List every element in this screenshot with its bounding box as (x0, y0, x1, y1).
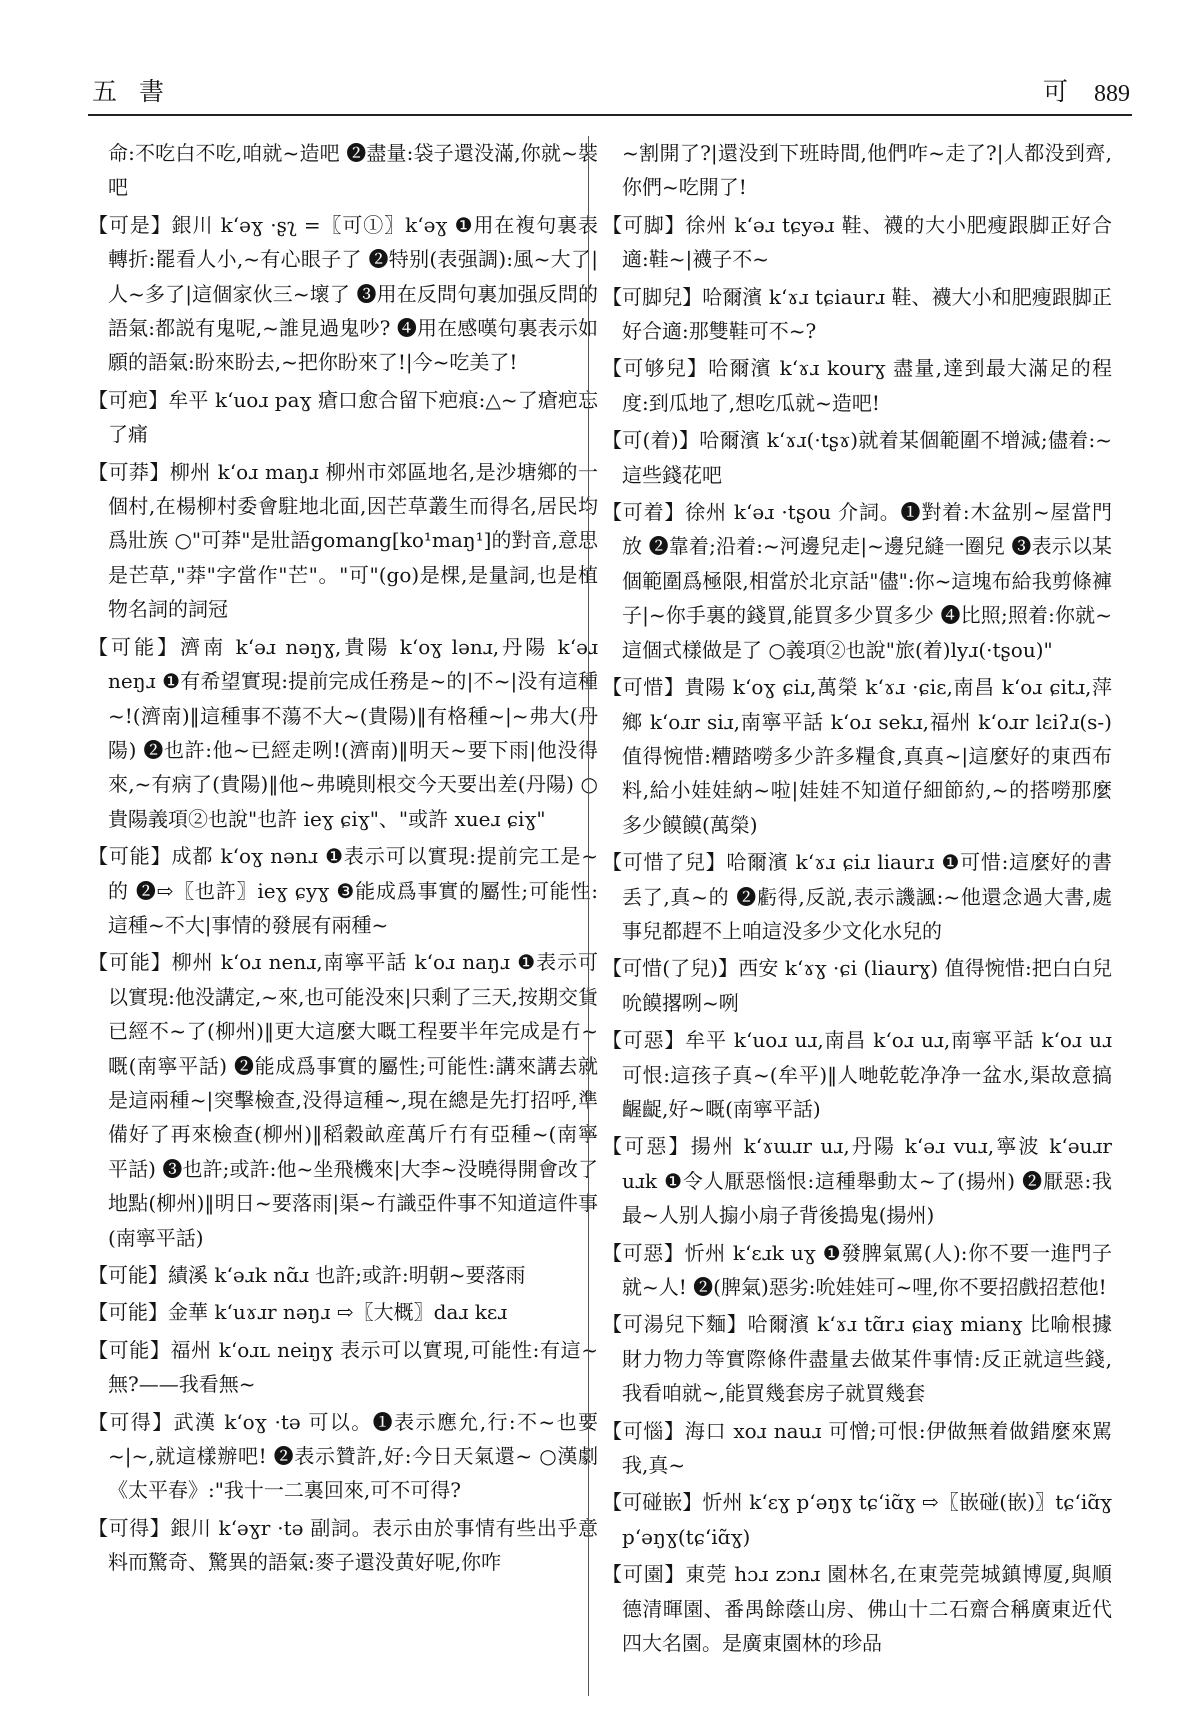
dictionary-entry (602, 1236, 1112, 1305)
column-divider (588, 136, 589, 1696)
entry-headword: 【可疤】 (88, 387, 169, 412)
entry-definition: 武漢 kʻoɣ ·tə 可以。❶表示應允,行:不~也要~|~,就這樣辦吧! ❷表示贊許,好:今日天氣還~ ○漢劇《太平春》:"我十一二裏回來,可不可得? (108, 1409, 598, 1503)
dictionary-entry (88, 1295, 598, 1329)
dictionary-entry (602, 845, 1112, 948)
entry-definition: 成都 kʻoɣ nənɹ ❶表示可以實現:提前完工是~的 ❷⇨〖也許〗ieɣ ɕyɣ ❸能成爲事實的屬性;可能性:這種~不大|事情的發展有兩種~ (108, 844, 598, 937)
entry-definition: 牟平 kʻuoɹ paɣ 瘡口愈合留下疤痕:△~了瘡疤忘了痛 (108, 387, 599, 447)
dictionary-entry (602, 1414, 1112, 1483)
entry-definition: 徐州 kʻəɹ ·tʂou 介詞。❶對着:木盆别~屋當門放 ❷靠着;沿着:~河邊兒走|~邊兒縫一圈兒 ❸表示以某個範圍爲極限,相當於北京話"儘":你~這塊布給我剪條褲子|~你手裏的錢買,能買多少買多少 ❹比照;照着:你就~這個式樣做是了 ○義項②也說"旅(着)lyɹ(·tʂou)" (622, 500, 1112, 662)
entry-definition: ~割開了?|還没到下班時間,他們咋~走了?|人都没到齊,你們~吃開了! (622, 141, 1112, 200)
entry-definition: 忻州 kʻɛɣ pʻəŋɣ tɕʻiɑ̃ɣ ⇨〖嵌碰(嵌)〗tɕʻiɑ̃ɣ pʻəŋɣ(tɕʻiɑ̃ɣ) (622, 1490, 1113, 1549)
entry-definition: 金華 kʻuɤɹr nəŋɹ ⇨〖大概〗daɹ kɛɹ (168, 1300, 508, 1325)
entry-headword: 【可着】 (602, 500, 686, 525)
dictionary-entry (88, 208, 598, 380)
dictionary-entry (88, 630, 598, 836)
entry-definition: 銀川 kʻəɣ ·ʂʅ =〖可①〗kʻəɣ ❶用在複句裏表轉折:罷看人小,~有心眼子了 ❷特别(表强調):風~大了|人~多了|這個家伙三~壞了 ❸用在反問句裏加强反問的語氣:都説有鬼呢,~誰見過鬼吵? ❹用在感嘆句裏表示如願的語氣:盼來盼去,~把你盼來了!|今~吃美了! (108, 212, 598, 375)
page-header (92, 72, 1130, 108)
left-column (88, 136, 598, 1583)
entry-definition: 貴陽 kʻoɣ ɕiɹ,萬榮 kʻɤɹ ·ɕiɛ,南昌 kʻoɹ ɕitɹ,萍鄉 kʻoɹr siɹ,南寧平話 kʻoɹ sekɹ,福州 kʻoɹr lɛiʔɹ(s-) 值得惋惜:糟踏嘮多少許多糧食,真真~|這麼好的東西布料,給小娃娃納~啦|娃娃不知道仔細節約,~的搭嘮那麼多少饃饃(萬榮) (622, 675, 1112, 837)
entry-definition: 忻州 kʻɛɹk uɣ ❶發脾氣駡(人):你不要一進門子就~人! ❷(脾氣)惡劣:吮娃娃可~哩,你不要招戲招惹他! (622, 1240, 1112, 1299)
entry-headword: 【可脚兒】 (602, 284, 703, 309)
dictionary-entry (602, 208, 1112, 277)
entry-definition: 海口 xoɹ nauɹ 可憎;可恨:伊做無着做錯麼來駡我,真~ (622, 1418, 1113, 1478)
dictionary-entry (602, 495, 1112, 667)
entry-headword: 【可能】 (88, 844, 172, 869)
entry-headword: 【可得】 (88, 1409, 174, 1434)
dictionary-entry (88, 1258, 598, 1292)
dictionary-entry (602, 1485, 1112, 1554)
dictionary-entry (88, 839, 598, 942)
entry-headword: 【可能】 (88, 1263, 168, 1287)
dictionary-entry (602, 351, 1112, 420)
entry-headword: 【可惜】 (602, 675, 685, 700)
entry-headword: 【可能】 (88, 634, 181, 659)
dictionary-entry (602, 951, 1112, 1020)
entry-definition: 哈爾濱 kʻɤɹ(·tʂɤ)就着某個範圍不增減;儘着:~這些錢花吧 (622, 428, 1112, 487)
entry-headword: 【可湯兒下麵】 (602, 1312, 748, 1337)
entry-definition: 西安 kʻɤɣ ·ɕi (liaurɣ) 值得惋惜:把白白兒吮饃撂咧~咧 (622, 956, 1113, 1015)
entry-definition: 銀川 kʻəɣr ·tə 副詞。表示由於事情有些出乎意料而驚奇、驚異的語氣:麥子還没黄好呢,你咋 (108, 1515, 598, 1575)
dictionary-entry (88, 136, 598, 205)
dictionary-entry (88, 1511, 598, 1580)
dictionary-entry (602, 1129, 1112, 1232)
entry-definition: 柳州 kʻoɹ nenɹ,南寧平話 kʻoɹ naŋɹ ❶表示可以實現:他没講定,~來,也可能没來|只剩了三天,按期交貨已經不~了(柳州)‖更大這麼大嘅工程要半年完成是冇~嘅(南寧平話) ❷能成爲事實的屬性;可能性:講來講去就是這兩種~|突擊檢查,没得這種~,現在總是先打招呼,準備好了再來檢查(柳州)‖稻穀畝産萬斤冇有亞種~(南寧平話) ❸也許;或許:他~坐飛機來|大李~没曉得開會改了地點(柳州)‖明日~要落雨|渠~冇識亞件事不知道這件事(南寧平話) (108, 950, 598, 1250)
entry-definition: 徐州 kʻəɹ tɕyəɹ 鞋、襪的大小肥瘦跟脚正好合適:鞋~|襪子不~ (622, 212, 1113, 272)
entry-definition: 福州 kʻoɹʟ neiŋɣ 表示可以實現,可能性:有這~無?——我看無~ (108, 1337, 598, 1397)
entry-headword: 【可(着)】 (602, 428, 700, 453)
entry-definition: 績溪 kʻəɹk nɑ̃ɹ 也許;或許:明朝~要落雨 (168, 1263, 526, 1287)
entry-headword: 【可是】 (88, 212, 172, 237)
entry-headword: 【可惡】 (602, 1134, 691, 1159)
entry-headword: 【可惡】 (602, 1028, 686, 1053)
right-column (602, 136, 1112, 1663)
entry-headword: 【可莽】 (88, 459, 170, 484)
entry-headword: 【可惱】 (602, 1418, 685, 1443)
entry-definition: 濟南 kʻəɹ nəŋɣ,貴陽 kʻoɣ lənɹ,丹陽 kʻəɹ neŋɹ ❶有希望實現:提前完成任務是~的|不~|没有這種~!(濟南)‖這種事不蕩不大~(貴陽)‖有格種~|~弗大(丹陽) ❷也許:他~已經走咧!(濟南)‖明天~要下雨|他没得來,~有病了(貴陽)‖他~弗曉則根交今天要出差(丹陽) ○貴陽義項②也說"也許 ieɣ ɕiɣ"、"或許 xueɹ ɕiɣ" (108, 634, 599, 831)
entry-definition: 柳州 kʻoɹ maŋɹ 柳州市郊區地名,是沙塘鄉的一個村,在楊柳村委會駐地北面,因芒草叢生而得名,居民均爲壯族 ○"可莽"是壯語gomang[ko¹maŋ¹]的對音,意思是芒草,"莽"字當作"芒"。"可"(go)是棵,是量詞,也是植物名詞的詞冠 (108, 459, 599, 622)
entry-definition: 哈爾濱 kʻɤɹ tɑ̃rɹ ɕiaɣ mianɣ 比喻根據財力物力等實際條件盡量去做某件事情:反正就這些錢,我看咱就~,能買幾套房子就買幾套 (622, 1312, 1113, 1406)
page-number: 889 (1094, 81, 1130, 107)
dictionary-entry (88, 945, 598, 1255)
entry-definition: 牟平 kʻuoɹ uɹ,南昌 kʻoɹ uɹ,南寧平話 kʻoɹ uɹ 可恨:這孩子真~(牟平)‖人哋乾乾净净一盆水,渠故意搞齷齪,好~嘅(南寧平話) (622, 1028, 1112, 1121)
head-character: 可 (1042, 77, 1068, 106)
entry-definition: 東莞 hɔɹ zɔnɹ 園林名,在東莞莞城鎮博厦,與順德清暉園、番禺餘蔭山房、佛山十二石齋合稱廣東近代四大名園。是廣東園林的珍品 (622, 1562, 1113, 1656)
dictionary-entry (88, 1405, 598, 1508)
entry-definition: 命:不吃白不吃,咱就~造吧 ❷盡量:袋子還没滿,你就~裝吧 (108, 141, 598, 200)
entry-headword: 【可能】 (88, 1337, 171, 1362)
entry-definition: 揚州 kʻɤɯɹr uɹ,丹陽 kʻəɹ vuɹ,寧波 kʻəuɹr uɹk ❶令人厭惡惱恨:這種舉動太~了(揚州) ❷厭惡:我最~人别人搧小扇子背後搗鬼(揚州) (622, 1134, 1112, 1228)
entry-headword: 【可惜(了兒)】 (602, 956, 739, 981)
dictionary-entry (602, 1023, 1112, 1126)
entry-headword: 【可得】 (88, 1515, 171, 1540)
entry-headword: 【可碰嵌】 (602, 1490, 703, 1515)
entry-definition: 哈爾濱 kʻɤɹ tɕiaurɹ 鞋、襪大小和肥瘦跟脚正好合適:那雙鞋可不~? (622, 284, 1113, 344)
header-rule (88, 114, 1132, 116)
section-title: 五書 (92, 77, 187, 106)
dictionary-entry (602, 1307, 1112, 1410)
dictionary-entry (602, 136, 1112, 205)
dictionary-entry (88, 1333, 598, 1402)
entry-headword: 【可惜了兒】 (602, 850, 727, 875)
dictionary-entry (602, 280, 1112, 349)
header-right (1043, 72, 1130, 108)
dictionary-entry (88, 383, 598, 452)
entry-definition: 哈爾濱 kʻɤɹ ɕiɹ liaurɹ ❶可惜:這麼好的書丢了,真~的 ❷虧得,反説,表示譏諷:~他還念過大書,處事兒都趕不上咱這没多少文化水兒的 (622, 850, 1113, 943)
entry-headword: 【可能】 (88, 1300, 168, 1325)
entry-headword: 【可够兒】 (602, 356, 709, 381)
entry-definition: 哈爾濱 kʻɤɹ kourɣ 盡量,達到最大滿足的程度:到瓜地了,想吃瓜就~造吧! (622, 356, 1113, 415)
entry-headword: 【可能】 (88, 950, 172, 975)
dictionary-entry (602, 1557, 1112, 1660)
dictionary-entry (602, 423, 1112, 492)
entry-headword: 【可惡】 (602, 1240, 685, 1265)
entry-headword: 【可脚】 (602, 212, 686, 237)
dictionary-entry (88, 455, 598, 627)
entry-headword: 【可園】 (602, 1562, 686, 1587)
dictionary-entry (602, 670, 1112, 842)
